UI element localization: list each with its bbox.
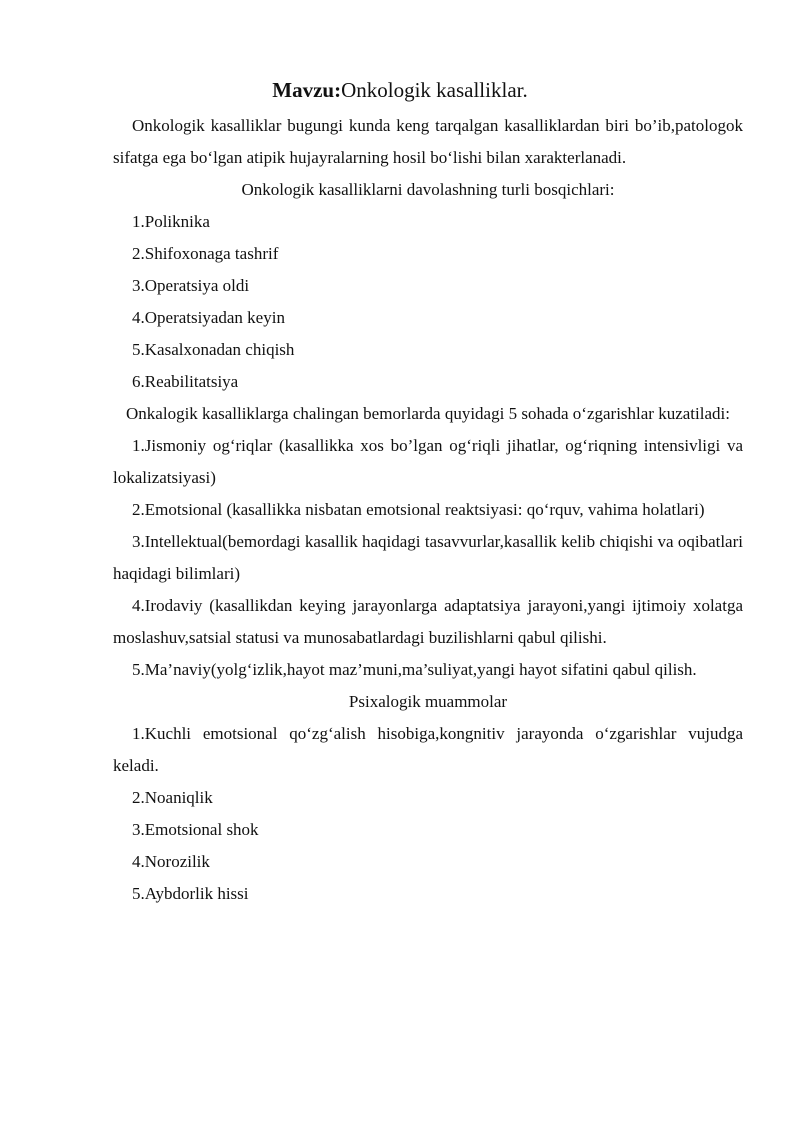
change-item: 4.Irodaviy (kasallikdan keying jarayonlarga adaptatsiya jarayoni,yangi ijtimoiy xolatga moslashuv,satsial statusi va munosabatlardagi buzilishlarni qabul qilishi. [113, 596, 743, 647]
stage-item: 1.Poliknika [132, 212, 210, 231]
stage-item: 2.Shifoxonaga tashrif [132, 244, 279, 263]
document-body [113, 110, 743, 910]
change-item: 1.Jismoniy og‘riqlar (kasallikka xos bo’lgan og‘riqli jihatlar, og‘riqning intensivligi va lokalizatsiyasi) [113, 436, 743, 487]
change-item: 5.Ma’naviy(yolg‘izlik,hayot maz’muni,ma’suliyat,yangi hayot sifatini qabul qilish. [132, 660, 697, 679]
page-title [0, 76, 800, 104]
stages-heading: Onkologik kasalliklarni davolashning turli bosqichlari: [241, 180, 615, 199]
stage-item: 5.Kasalxonadan chiqish [132, 340, 295, 359]
stage-item: 6.Reabilitatsiya [132, 372, 239, 391]
stage-item: 4.Operatsiyadan keyin [132, 308, 285, 327]
stage-item: 3.Operatsiya oldi [132, 276, 250, 295]
problem-item: 5.Aybdorlik hissi [132, 884, 249, 903]
problems-heading: Psixalogik muammolar [348, 692, 508, 711]
intro-paragraph: Onkologik kasalliklar bugungi kunda keng tarqalgan kasalliklardan biri bo’ib,patologok sifatga ega bo‘lgan atipik hujayralarning hosil bo‘lishi bilan xarakterlanadi. [113, 116, 743, 167]
title-label: Mavzu: [272, 78, 342, 102]
problem-item: 1.Kuchli emotsional qo‘zg‘alish hisobiga,kongnitiv jarayonda o‘zgarishlar vujudga keladi. [113, 724, 743, 775]
change-item: 2.Emotsional (kasallikka nisbatan emotsional reaktsiyasi: qo‘rquv, vahima holatlari) [132, 500, 705, 519]
problem-item: 2.Noaniqlik [132, 788, 213, 807]
change-item: 3.Intellektual(bemordagi kasallik haqidagi tasavvurlar,kasallik kelib chiqishi va oqibatlari haqidagi bilimlari) [113, 532, 743, 583]
title-text: Onkologik kasalliklar. [341, 78, 528, 102]
changes-heading: Onkalogik kasalliklarga chalingan bemorlarda quyidagi 5 sohada o‘zgarishlar kuzatiladi: [126, 404, 730, 423]
problem-item: 3.Emotsional shok [132, 820, 259, 839]
problem-item: 4.Norozilik [132, 852, 210, 871]
